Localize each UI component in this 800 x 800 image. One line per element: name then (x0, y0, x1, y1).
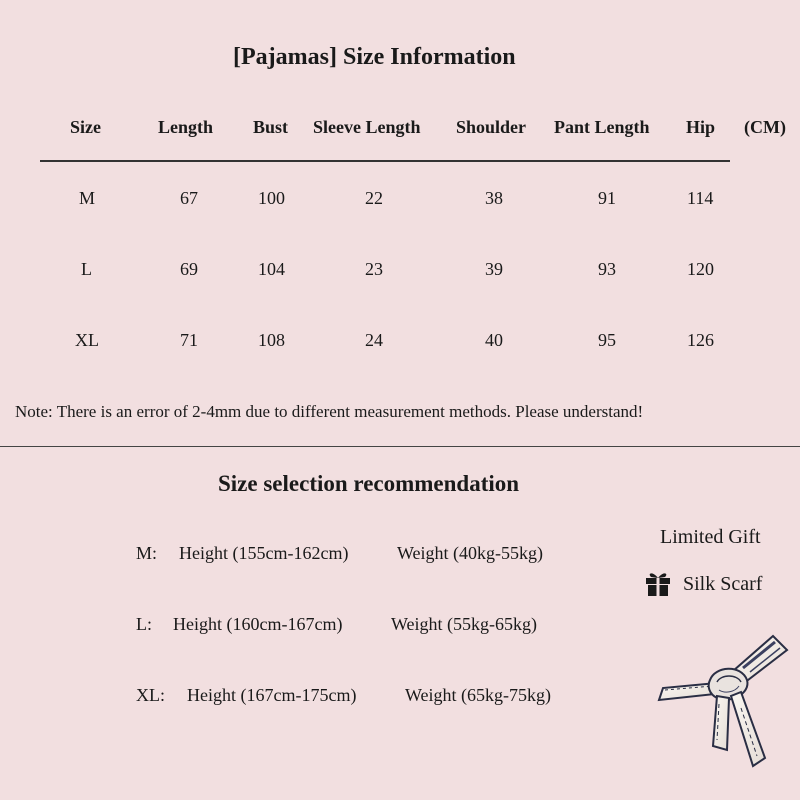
rec-size-m: M: (136, 543, 158, 563)
unit-label: (CM) (744, 117, 786, 137)
limited-gift-title: Limited Gift (660, 526, 761, 548)
table-cell: 104 (258, 259, 285, 279)
rec-weight-m: Weight (40kg-55kg) (397, 543, 544, 563)
table-cell: XL (75, 330, 99, 350)
rec-height-xl: Height (167cm-175cm) (187, 685, 357, 705)
rec-weight-l: Weight (55kg-65kg) (391, 614, 538, 634)
rec-height-l: Height (160cm-167cm) (173, 614, 343, 634)
header-hip: Hip (686, 117, 716, 137)
table-cell: 69 (180, 259, 198, 279)
table-cell: 23 (365, 259, 383, 279)
table-cell: 67 (180, 188, 198, 208)
table-cell: 126 (687, 330, 714, 350)
table-cell: 39 (485, 259, 503, 279)
rec-weight-xl: Weight (65kg-75kg) (405, 685, 552, 705)
table-cell: 38 (485, 188, 503, 208)
table-cell: 95 (598, 330, 616, 350)
header-size: Size (70, 117, 101, 137)
table-cell: 114 (687, 188, 714, 208)
table-cell: M (79, 188, 96, 208)
gift-icon (644, 569, 672, 597)
table-cell: 120 (687, 259, 714, 279)
table-cell: 93 (598, 259, 616, 279)
header-sleeve-length: Sleeve Length (313, 117, 421, 137)
section-divider (0, 446, 800, 447)
table-cell: 108 (258, 330, 285, 350)
header-bust: Bust (253, 117, 289, 137)
gift-item-label: Silk Scarf (683, 573, 763, 595)
table-cell: 91 (598, 188, 616, 208)
table-cell: 40 (485, 330, 503, 350)
header-length: Length (158, 117, 214, 137)
table-cell: 71 (180, 330, 198, 350)
silk-scarf-image (655, 628, 795, 773)
table-cell: 24 (365, 330, 383, 350)
size-info-title: [Pajamas] Size Information (233, 44, 516, 70)
table-cell: 100 (258, 188, 285, 208)
measurement-note: Note: There is an error of 2-4mm due to different measurement methods. Please understand! (15, 402, 644, 421)
table-header-rule (40, 160, 730, 162)
rec-size-l: L: (136, 614, 152, 634)
table-cell: 22 (365, 188, 383, 208)
recommendation-title: Size selection recommendation (218, 471, 520, 496)
rec-height-m: Height (155cm-162cm) (179, 543, 349, 563)
table-cell: L (81, 259, 92, 279)
header-shoulder: Shoulder (456, 117, 527, 137)
rec-size-xl: XL: (136, 685, 165, 705)
header-pant-length: Pant Length (554, 117, 650, 137)
